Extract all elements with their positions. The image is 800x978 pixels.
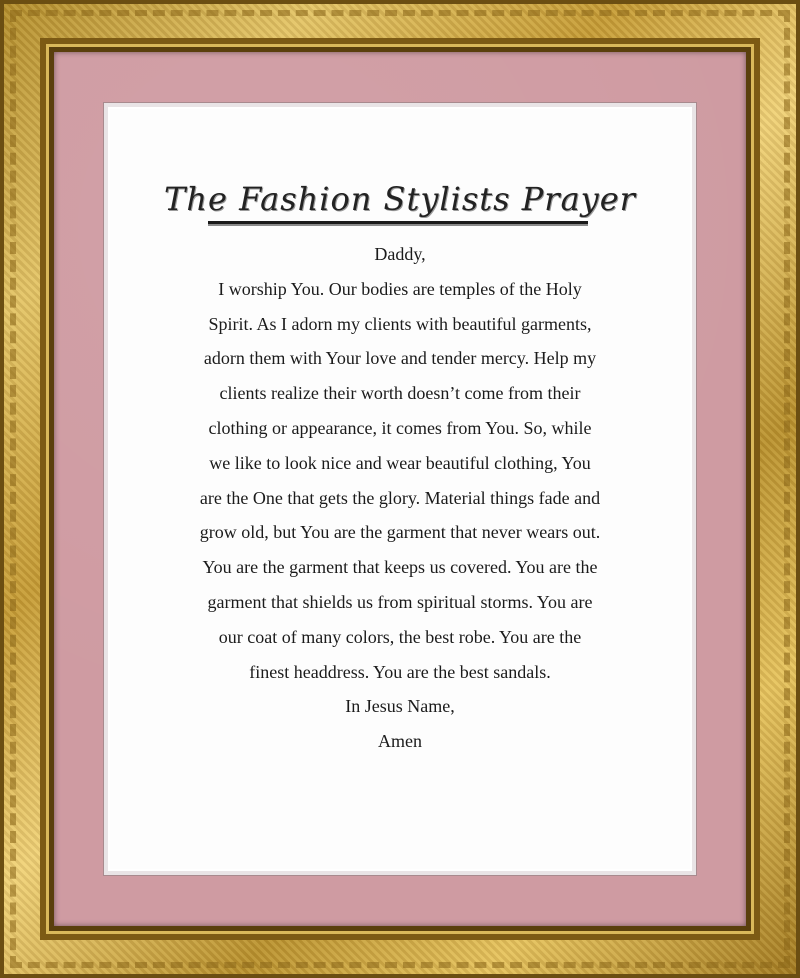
prayer-paper (110, 109, 690, 869)
prayer-line: You are the garment that keeps us covered. You are the (202, 557, 598, 578)
prayer-body (110, 237, 690, 759)
prayer-line: adorn them with Your love and tender mercy. Help my (203, 348, 597, 369)
prayer-line: we like to look nice and wear beautiful clothing, You (209, 452, 591, 473)
prayer-line: clients realize their worth doesn’t come from their (219, 383, 581, 404)
prayer-line: I worship You. Our bodies are temples of the Holy (218, 278, 582, 299)
prayer-amen: Amen (378, 731, 422, 752)
prayer-line: grow old, but You are the garment that never wears out. (199, 522, 601, 543)
prayer-line: finest headdress. You are the best sandals. (249, 661, 551, 682)
prayer-closing: In Jesus Name, (345, 696, 455, 717)
prayer-line: clothing or appearance, it comes from You. So, while (208, 417, 592, 438)
prayer-line: our coat of many colors, the best robe. You are the (218, 626, 582, 647)
prayer-line: Daddy, (374, 244, 426, 264)
prayer-title: The Fashion Stylists Prayer (164, 180, 636, 218)
prayer-line: garment that shields us from spiritual storms. You are (207, 591, 593, 612)
prayer-line: are the One that gets the glory. Material things fade and (199, 487, 601, 508)
prayer-line: Spirit. As I adorn my clients with beautiful garments, (208, 313, 592, 334)
title-underline (208, 221, 588, 224)
